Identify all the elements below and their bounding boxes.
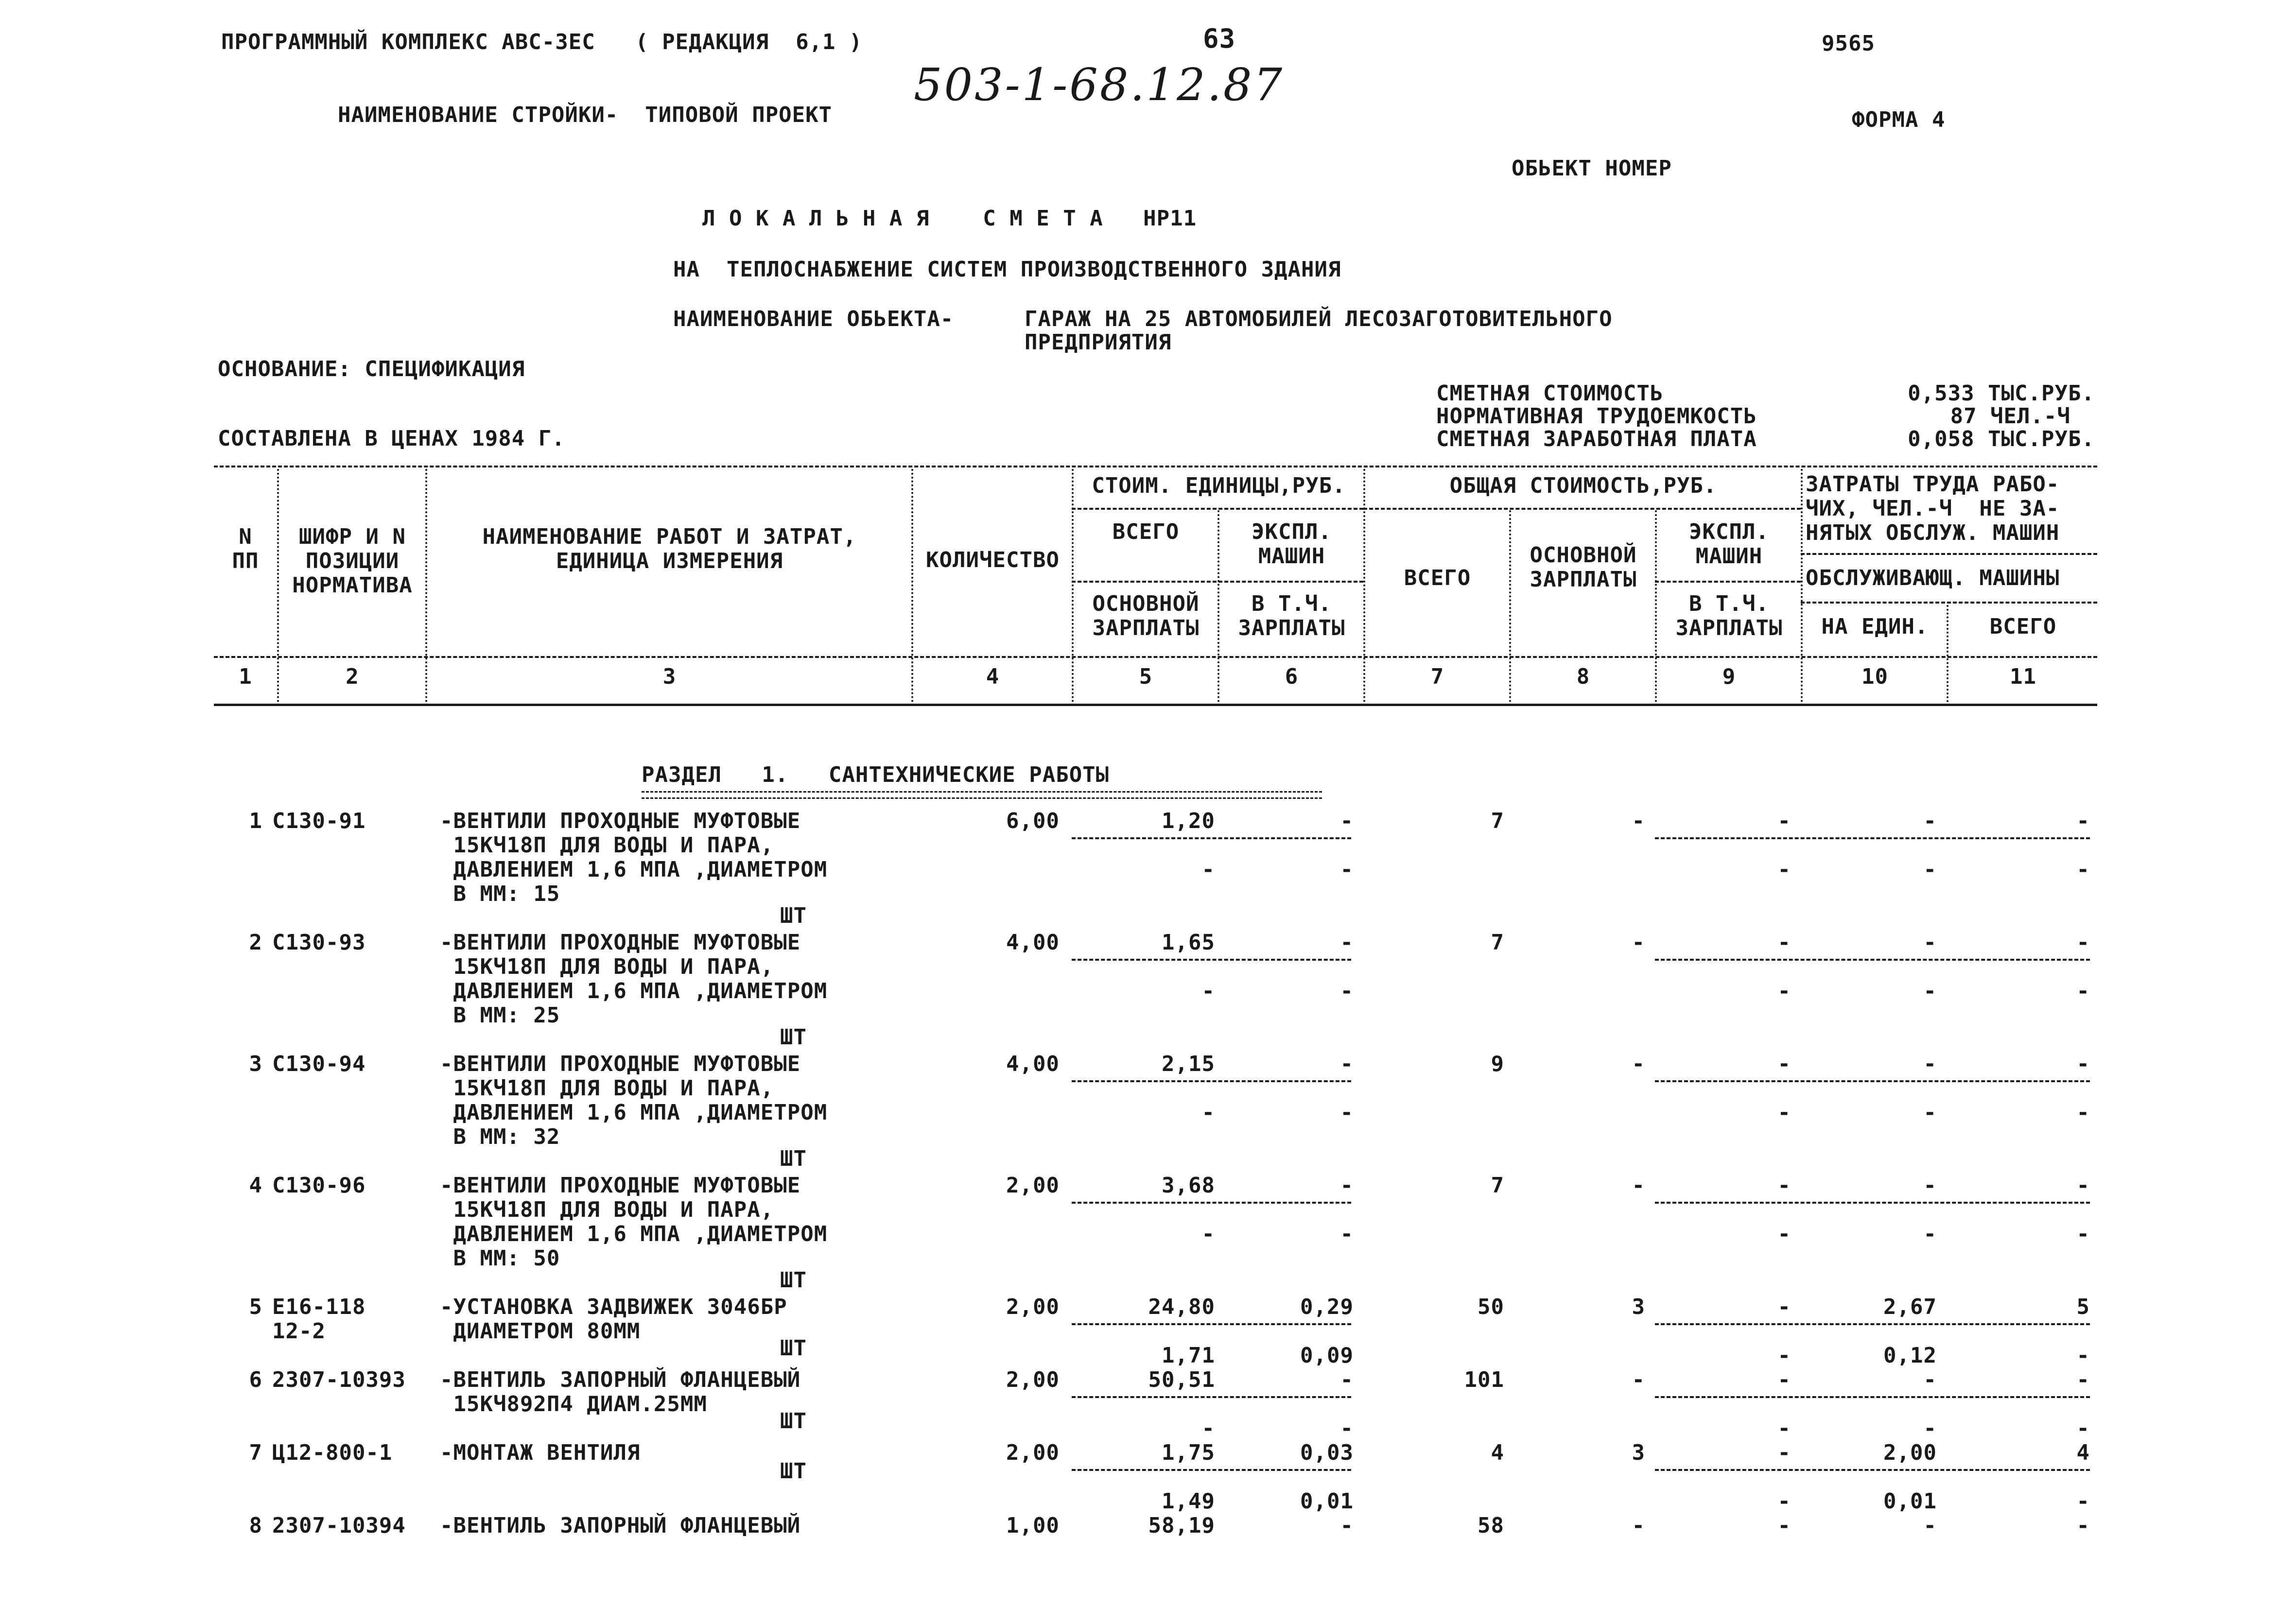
row-total: 50 bbox=[1478, 1295, 1504, 1319]
row-unit-mach-wage: - bbox=[1340, 1222, 1354, 1246]
row-total-wage: - bbox=[1632, 1513, 1645, 1538]
row-unit-mach-wage: - bbox=[1340, 1100, 1354, 1125]
col-num: 4 bbox=[986, 664, 1000, 689]
row-labor-mach-unit: 0,01 bbox=[1883, 1489, 1937, 1514]
row-code: Ц12-800-1 bbox=[272, 1440, 393, 1465]
row-number: 6 bbox=[249, 1367, 262, 1392]
section-underline bbox=[642, 791, 1322, 799]
summary-label-wage: СМЕТНАЯ ЗАРАБОТНАЯ ПЛАТА bbox=[1436, 427, 1757, 451]
row-code: Е16-118 12-2 bbox=[272, 1295, 366, 1344]
document-subtitle: НА ТЕПЛОСНАБЖЕНИЕ СИСТЕМ ПРОИЗВОДСТВЕННОГО ЗДАНИЯ bbox=[673, 257, 1341, 282]
row-labor-unit: - bbox=[1923, 1367, 1937, 1392]
row-unit-machines: - bbox=[1340, 1052, 1354, 1076]
summary-value-cost: 0,533 ТЫС.РУБ. bbox=[1908, 381, 2095, 406]
row-number: 5 bbox=[249, 1295, 262, 1319]
row-total-wage: 3 bbox=[1632, 1440, 1645, 1465]
row-description: -ВЕНТИЛЬ ЗАПОРНЫЙ ФЛАНЦЕВЫЙ bbox=[440, 1513, 801, 1538]
col-num: 2 bbox=[346, 664, 359, 689]
row-unit-mach-wage: - bbox=[1340, 1416, 1354, 1441]
row-number: 4 bbox=[249, 1173, 262, 1198]
row-labor-mach-unit: - bbox=[1923, 1416, 1937, 1441]
row-labor-unit: - bbox=[1923, 930, 1937, 955]
row-description: -МОНТАЖ ВЕНТИЛЯ bbox=[440, 1440, 641, 1465]
row-labor-mach-unit: - bbox=[1923, 857, 1937, 882]
cell-rule bbox=[1655, 1080, 2090, 1082]
row-labor-mach-unit: - bbox=[1923, 1100, 1937, 1125]
col-header-labor-machines: ОБСЛУЖИВАЮЩ. МАШИНЫ bbox=[1806, 566, 2060, 590]
summary-label-labor: НОРМАТИВНАЯ ТРУДОЕМКОСТЬ bbox=[1436, 404, 1757, 429]
table-header-rule bbox=[214, 656, 2097, 658]
row-quantity: 6,00 bbox=[1006, 809, 1060, 833]
row-total-wage: 3 bbox=[1632, 1295, 1645, 1319]
row-total-wage: - bbox=[1632, 1367, 1645, 1392]
col-sep bbox=[1801, 469, 1803, 702]
row-labor-total: - bbox=[2076, 930, 2090, 955]
row-unit: ШТ bbox=[780, 1336, 807, 1361]
row-total: 101 bbox=[1464, 1367, 1504, 1392]
row-total-machines: - bbox=[1777, 1052, 1791, 1076]
row-description: -ВЕНТИЛИ ПРОХОДНЫЕ МУФТОВЫЕ 15КЧ18П ДЛЯ ВОДЫ И ПАРА, ДАВЛЕНИЕМ 1,6 МПА ,ДИАМЕТРОМ В ММ: 25 bbox=[440, 930, 828, 1028]
row-unit-total: 1,20 bbox=[1162, 809, 1215, 833]
object-number-label: ОБЬЕКТ НОМЕР bbox=[1512, 156, 1672, 181]
row-labor-mach-total: - bbox=[2076, 1489, 2090, 1514]
row-unit-wage: 1,49 bbox=[1162, 1489, 1215, 1514]
row-total-machines: - bbox=[1777, 1367, 1791, 1392]
row-labor-mach-total: - bbox=[2076, 857, 2090, 882]
forma-label: ФОРМА 4 bbox=[1852, 107, 1946, 132]
row-description: -ВЕНТИЛИ ПРОХОДНЫЕ МУФТОВЫЕ 15КЧ18П ДЛЯ ВОДЫ И ПАРА, ДАВЛЕНИЕМ 1,6 МПА ,ДИАМЕТРОМ В ММ: 15 bbox=[440, 809, 828, 906]
col-sep bbox=[1655, 510, 1657, 702]
row-unit-wage: - bbox=[1201, 857, 1215, 882]
row-unit-mach-wage: - bbox=[1340, 857, 1354, 882]
summary-label-cost: СМЕТНАЯ СТОИМОСТЬ bbox=[1436, 381, 1664, 406]
row-total: 58 bbox=[1478, 1513, 1504, 1538]
row-total-wage: - bbox=[1632, 930, 1645, 955]
object-name-line2: ПРЕДПРИЯТИЯ bbox=[1025, 330, 1172, 355]
col-header-total-wage: ОСНОВНОЙ ЗАРПЛАТЫ bbox=[1530, 543, 1637, 592]
row-total-mach-wage: - bbox=[1777, 1416, 1791, 1441]
row-total-mach-wage: - bbox=[1777, 979, 1791, 1003]
col-sep bbox=[911, 469, 913, 702]
group-header-total-cost: ОБЩАЯ СТОИМОСТЬ,РУБ. bbox=[1449, 473, 1717, 498]
row-labor-total: 4 bbox=[2076, 1440, 2090, 1465]
row-quantity: 4,00 bbox=[1006, 930, 1060, 955]
row-description: -ВЕНТИЛИ ПРОХОДНЫЕ МУФТОВЫЕ 15КЧ18П ДЛЯ ВОДЫ И ПАРА, ДАВЛЕНИЕМ 1,6 МПА ,ДИАМЕТРОМ В ММ: 32 bbox=[440, 1052, 828, 1149]
col-num: 5 bbox=[1139, 664, 1153, 689]
row-labor-mach-unit: - bbox=[1923, 979, 1937, 1003]
row-total-wage: - bbox=[1632, 1052, 1645, 1076]
stroika-label: НАИМЕНОВАНИЕ СТРОЙКИ- ТИПОВОЙ ПРОЕКТ bbox=[338, 103, 833, 127]
row-total-machines: - bbox=[1777, 930, 1791, 955]
row-number: 8 bbox=[249, 1513, 262, 1538]
col-num: 10 bbox=[1861, 664, 1888, 689]
col-header-code: ШИФР И N ПОЗИЦИИ НОРМАТИВА bbox=[292, 524, 413, 598]
col-header-unit-mach-wage: В Т.Ч. ЗАРПЛАТЫ bbox=[1238, 591, 1345, 640]
row-total: 4 bbox=[1491, 1440, 1504, 1465]
cell-rule bbox=[1072, 1469, 1351, 1471]
row-unit: ШТ bbox=[780, 1409, 807, 1434]
section-title: РАЗДЕЛ 1. САНТЕХНИЧЕСКИЕ РАБОТЫ bbox=[642, 762, 1110, 787]
row-unit-total: 58,19 bbox=[1148, 1513, 1215, 1538]
row-unit-total: 3,68 bbox=[1162, 1173, 1215, 1198]
row-total-machines: - bbox=[1777, 1440, 1791, 1465]
col-num: 6 bbox=[1285, 664, 1299, 689]
col-num: 7 bbox=[1430, 664, 1444, 689]
row-labor-total: - bbox=[2076, 1367, 2090, 1392]
col-num: 1 bbox=[239, 664, 252, 689]
table-top-rule bbox=[214, 466, 2097, 467]
group2-mid-rule bbox=[1655, 581, 1801, 583]
col-sep bbox=[1509, 510, 1511, 702]
row-unit: ШТ bbox=[780, 1146, 807, 1171]
row-total-mach-wage: - bbox=[1777, 1489, 1791, 1514]
page-number: 63 bbox=[1203, 23, 1236, 54]
col-header-labor-total: ВСЕГО bbox=[1989, 614, 2057, 639]
row-total-machines: - bbox=[1777, 1295, 1791, 1319]
row-description: -УСТАНОВКА ЗАДВИЖЕК 3046БР ДИАМЕТРОМ 80ММ bbox=[440, 1295, 787, 1344]
row-total-mach-wage: - bbox=[1777, 1343, 1791, 1368]
row-labor-unit: - bbox=[1923, 809, 1937, 833]
document-number: 9565 bbox=[1822, 31, 1875, 56]
row-total-mach-wage: - bbox=[1777, 1222, 1791, 1246]
row-labor-unit: - bbox=[1923, 1173, 1937, 1198]
row-unit-total: 50,51 bbox=[1148, 1367, 1215, 1392]
row-labor-total: - bbox=[2076, 809, 2090, 833]
row-total-machines: - bbox=[1777, 1513, 1791, 1538]
row-code: С130-96 bbox=[272, 1173, 366, 1198]
summary-value-wage: 0,058 ТЫС.РУБ. bbox=[1908, 427, 2095, 451]
cell-rule bbox=[1072, 959, 1351, 961]
row-unit-machines: - bbox=[1340, 809, 1354, 833]
group1-rule bbox=[1072, 508, 1363, 510]
cell-rule bbox=[1655, 1202, 2090, 1204]
cell-rule bbox=[1655, 1396, 2090, 1398]
col-header-name: НАИМЕНОВАНИЕ РАБОТ И ЗАТРАТ, ЕДИНИЦА ИЗМЕРЕНИЯ bbox=[482, 524, 857, 573]
row-total-machines: - bbox=[1777, 1173, 1791, 1198]
group3-mid-rule bbox=[1801, 602, 2097, 604]
row-labor-unit: 2,00 bbox=[1883, 1440, 1937, 1465]
row-total-machines: - bbox=[1777, 809, 1791, 833]
row-unit-total: 1,75 bbox=[1162, 1440, 1215, 1465]
row-code: С130-94 bbox=[272, 1052, 366, 1076]
group-header-unit-cost: СТОИМ. ЕДИНИЦЫ,РУБ. bbox=[1092, 473, 1346, 498]
row-labor-total: 5 bbox=[2076, 1295, 2090, 1319]
col-sep bbox=[1947, 605, 1948, 702]
row-labor-mach-total: - bbox=[2076, 1222, 2090, 1246]
cell-rule bbox=[1072, 837, 1351, 839]
cell-rule bbox=[1072, 1202, 1351, 1204]
row-labor-mach-unit: - bbox=[1923, 1222, 1937, 1246]
row-unit-machines: - bbox=[1340, 930, 1354, 955]
summary-value-labor: 87 ЧЕЛ.-Ч bbox=[1950, 404, 2070, 429]
row-total: 9 bbox=[1491, 1052, 1504, 1076]
row-number: 3 bbox=[249, 1052, 262, 1076]
row-quantity: 2,00 bbox=[1006, 1295, 1060, 1319]
table-numbers-rule bbox=[214, 704, 2097, 706]
row-unit-mach-wage: - bbox=[1340, 979, 1354, 1003]
row-total-mach-wage: - bbox=[1777, 857, 1791, 882]
col-header-unit-total: ВСЕГО bbox=[1112, 519, 1180, 544]
row-unit: ШТ bbox=[780, 1268, 807, 1293]
row-number: 1 bbox=[249, 809, 262, 833]
row-labor-total: - bbox=[2076, 1052, 2090, 1076]
row-quantity: 4,00 bbox=[1006, 1052, 1060, 1076]
row-code: С130-93 bbox=[272, 930, 366, 955]
cell-rule bbox=[1655, 837, 2090, 839]
row-unit-total: 2,15 bbox=[1162, 1052, 1215, 1076]
row-labor-unit: 2,67 bbox=[1883, 1295, 1937, 1319]
col-sep bbox=[1072, 469, 1074, 702]
col-sep bbox=[1218, 510, 1219, 702]
col-header-total: ВСЕГО bbox=[1404, 566, 1471, 590]
row-unit-wage: - bbox=[1201, 979, 1215, 1003]
cell-rule bbox=[1072, 1396, 1351, 1398]
row-unit-wage: - bbox=[1201, 1222, 1215, 1246]
cell-rule bbox=[1655, 1469, 2090, 1471]
row-number: 7 bbox=[249, 1440, 262, 1465]
cell-rule bbox=[1655, 959, 2090, 961]
row-number: 2 bbox=[249, 930, 262, 955]
col-header-total-mach-wage: В Т.Ч. ЗАРПЛАТЫ bbox=[1675, 591, 1783, 640]
col-header-unit-machines: ЭКСПЛ. МАШИН bbox=[1252, 519, 1332, 569]
document-title: Л О К А Л Ь Н А Я С М Е Т А НР11 bbox=[702, 206, 1197, 231]
row-unit-machines: - bbox=[1340, 1173, 1354, 1198]
row-unit-total: 24,80 bbox=[1148, 1295, 1215, 1319]
row-unit: ШТ bbox=[780, 903, 807, 928]
row-labor-mach-total: - bbox=[2076, 1416, 2090, 1441]
row-unit-machines: - bbox=[1340, 1513, 1354, 1538]
row-total: 7 bbox=[1491, 1173, 1504, 1198]
col-sep bbox=[1363, 469, 1365, 702]
osnovanie: ОСНОВАНИЕ: СПЕЦИФИКАЦИЯ bbox=[218, 357, 525, 381]
group2-rule bbox=[1363, 508, 1801, 510]
row-quantity: 2,00 bbox=[1006, 1440, 1060, 1465]
row-description: -ВЕНТИЛИ ПРОХОДНЫЕ МУФТОВЫЕ 15КЧ18П ДЛЯ ВОДЫ И ПАРА, ДАВЛЕНИЕМ 1,6 МПА ,ДИАМЕТРОМ В ММ: 50 bbox=[440, 1173, 828, 1271]
row-unit-wage: 1,71 bbox=[1162, 1343, 1215, 1368]
row-unit-total: 1,65 bbox=[1162, 930, 1215, 955]
row-total-mach-wage: - bbox=[1777, 1100, 1791, 1125]
col-num: 8 bbox=[1576, 664, 1590, 689]
row-total-wage: - bbox=[1632, 809, 1645, 833]
col-num: 3 bbox=[662, 664, 677, 689]
col-num: 11 bbox=[2010, 664, 2036, 689]
row-code: 2307-10393 bbox=[272, 1367, 406, 1392]
group-header-labor: ЗАТРАТЫ ТРУДА РАБО- ЧИХ, ЧЕЛ.-Ч НЕ ЗА- НЯТЫХ ОБСЛУЖ. МАШИН bbox=[1806, 472, 2060, 545]
col-num: 9 bbox=[1722, 664, 1736, 689]
project-code-handwritten: 503-1-68.12.87 bbox=[914, 59, 1284, 111]
row-quantity: 2,00 bbox=[1006, 1367, 1060, 1392]
row-unit-machines: - bbox=[1340, 1367, 1354, 1392]
row-unit-machines: 0,03 bbox=[1300, 1440, 1354, 1465]
row-total-wage: - bbox=[1632, 1173, 1645, 1198]
col-header-labor-unit: НА ЕДИН. bbox=[1821, 614, 1929, 639]
row-code: 2307-10394 bbox=[272, 1513, 406, 1538]
row-labor-total: - bbox=[2076, 1173, 2090, 1198]
row-unit: ШТ bbox=[780, 1459, 807, 1484]
group3-rule bbox=[1801, 553, 2097, 555]
cell-rule bbox=[1655, 1323, 2090, 1325]
row-description: -ВЕНТИЛЬ ЗАПОРНЫЙ ФЛАНЦЕВЫЙ 15КЧ892П4 ДИАМ.25ММ bbox=[440, 1367, 801, 1417]
row-labor-mach-unit: 0,12 bbox=[1883, 1343, 1937, 1368]
cell-rule bbox=[1072, 1323, 1351, 1325]
col-header-unit-wage: ОСНОВНОЙ ЗАРПЛАТЫ bbox=[1092, 591, 1200, 640]
cell-rule bbox=[1072, 1080, 1351, 1082]
col-sep bbox=[277, 469, 279, 702]
row-labor-mach-total: - bbox=[2076, 979, 2090, 1003]
row-labor-total: - bbox=[2076, 1513, 2090, 1538]
row-labor-unit: - bbox=[1923, 1052, 1937, 1076]
row-code: С130-91 bbox=[272, 809, 366, 833]
col-header-qty: КОЛИЧЕСТВО bbox=[926, 548, 1060, 572]
row-unit-wage: - bbox=[1201, 1416, 1215, 1441]
object-label: НАИМЕНОВАНИЕ ОБЬЕКТА- bbox=[673, 307, 954, 331]
row-unit: ШТ bbox=[780, 1025, 807, 1050]
object-name-line1: ГАРАЖ НА 25 АВТОМОБИЛЕЙ ЛЕСОЗАГОТОВИТЕЛЬНОГО bbox=[1025, 307, 1613, 331]
row-labor-mach-total: - bbox=[2076, 1100, 2090, 1125]
row-unit-wage: - bbox=[1201, 1100, 1215, 1125]
row-quantity: 2,00 bbox=[1006, 1173, 1060, 1198]
row-total: 7 bbox=[1491, 809, 1504, 833]
col-sep bbox=[425, 469, 427, 702]
row-labor-unit: - bbox=[1923, 1513, 1937, 1538]
row-unit-mach-wage: 0,01 bbox=[1300, 1489, 1354, 1514]
col-header-npp: N ПП bbox=[232, 524, 259, 573]
col-header-total-machines: ЭКСПЛ. МАШИН bbox=[1689, 519, 1769, 569]
prices-basis: СОСТАВЛЕНА В ЦЕНАХ 1984 Г. bbox=[218, 426, 565, 451]
row-unit-mach-wage: 0,09 bbox=[1300, 1343, 1354, 1368]
row-labor-mach-total: - bbox=[2076, 1343, 2090, 1368]
row-quantity: 1,00 bbox=[1006, 1513, 1060, 1538]
row-unit-machines: 0,29 bbox=[1300, 1295, 1354, 1319]
program-title: ПРОГРАММНЫЙ КОМПЛЕКС АВС-ЗЕС ( РЕДАКЦИЯ 6,1 ) bbox=[221, 30, 863, 54]
row-total: 7 bbox=[1491, 930, 1504, 955]
